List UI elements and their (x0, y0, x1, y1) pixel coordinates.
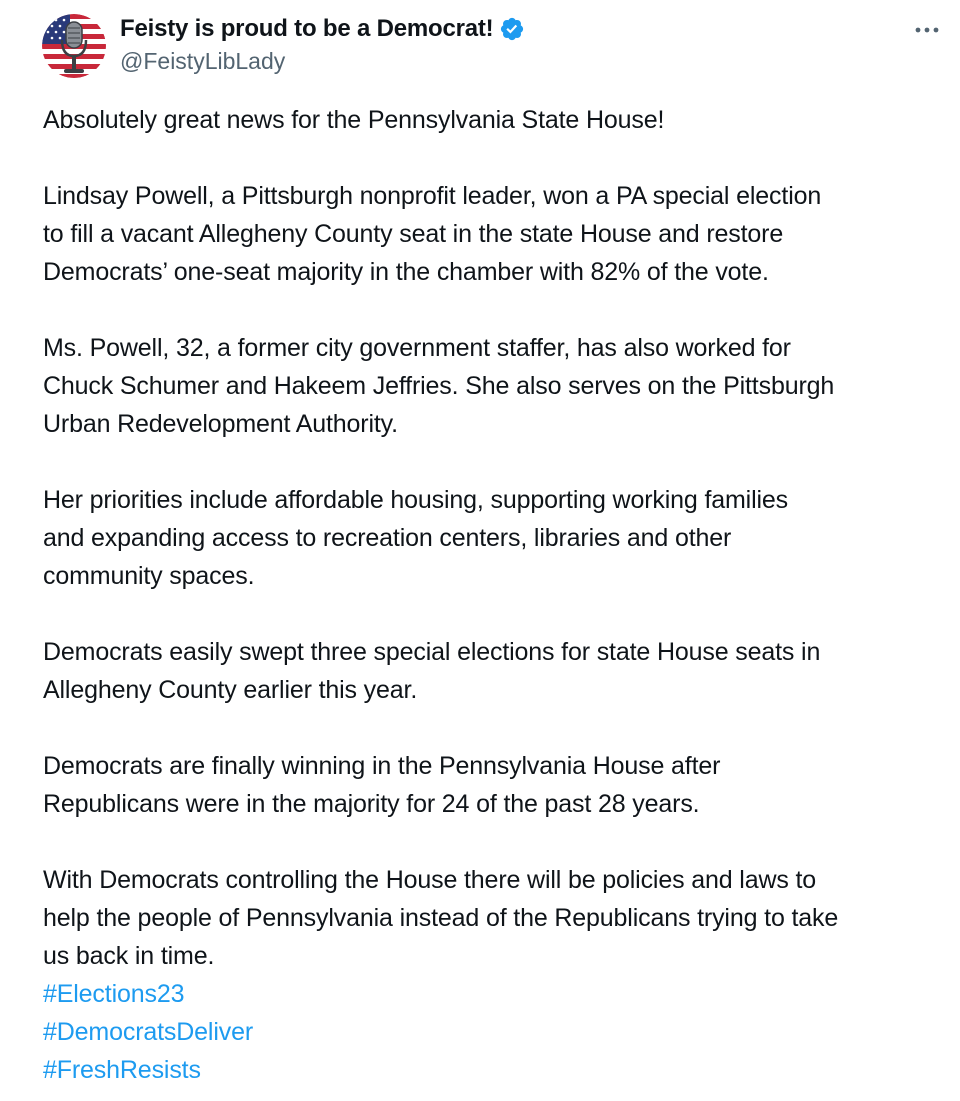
display-name-row (120, 12, 525, 46)
tweet-paragraph (43, 481, 955, 595)
text-line: Ms. Powell, 32, a former city government staffer, has also worked for (43, 334, 791, 362)
text-line: With Democrats controlling the House there will be policies and laws to (43, 866, 817, 894)
text-line: Allegheny County earlier this year. (43, 676, 418, 704)
tweet-text (43, 101, 955, 1089)
text-line: Chuck Schumer and Hakeem Jeffries. She also serves on the Pittsburgh (43, 372, 835, 400)
tweet-paragraph (43, 101, 955, 139)
text-line: Absolutely great news for the Pennsylvania State House! (43, 106, 665, 134)
microphone-flag-avatar (42, 14, 106, 78)
text-line: Democrats’ one-seat majority in the chamber with 82% of the vote. (43, 258, 769, 286)
tweet-paragraph (43, 861, 955, 1089)
display-name[interactable]: Feisty is proud to be a Democrat! (120, 15, 494, 42)
text-line: and expanding access to recreation centers, libraries and other (43, 524, 732, 552)
more-horizontal-icon[interactable] (910, 18, 944, 42)
tweet-header (42, 12, 948, 78)
author-info (120, 12, 525, 75)
tweet-paragraph (43, 329, 955, 443)
text-line: help the people of Pennsylvania instead of the Republicans trying to take (43, 904, 839, 932)
text-line: Democrats are finally winning in the Pennsylvania House after (43, 752, 721, 780)
tweet-paragraph (43, 747, 955, 823)
tweet-paragraph (43, 633, 955, 709)
text-line: community spaces. (43, 562, 255, 590)
verified-badge-icon[interactable] (499, 16, 525, 42)
hashtag-link[interactable]: #FreshResists (43, 1056, 201, 1084)
tweet-paragraph (43, 177, 955, 291)
text-line: to fill a vacant Allegheny County seat in the state House and restore (43, 220, 784, 248)
text-line: us back in time. (43, 942, 215, 970)
text-line: Her priorities include affordable housing, supporting working families (43, 486, 788, 514)
text-line: Lindsay Powell, a Pittsburgh nonprofit leader, won a PA special election (43, 182, 822, 210)
text-line: Republicans were in the majority for 24 of the past 28 years. (43, 790, 700, 818)
avatar[interactable] (42, 14, 106, 78)
hashtag-link[interactable]: #Elections23 (43, 980, 185, 1008)
author-handle[interactable]: @FeistyLibLady (120, 48, 286, 74)
hashtag-link[interactable]: #DemocratsDeliver (43, 1018, 254, 1046)
text-line: Democrats easily swept three special elections for state House seats in (43, 638, 821, 666)
text-line: Urban Redevelopment Authority. (43, 410, 398, 438)
